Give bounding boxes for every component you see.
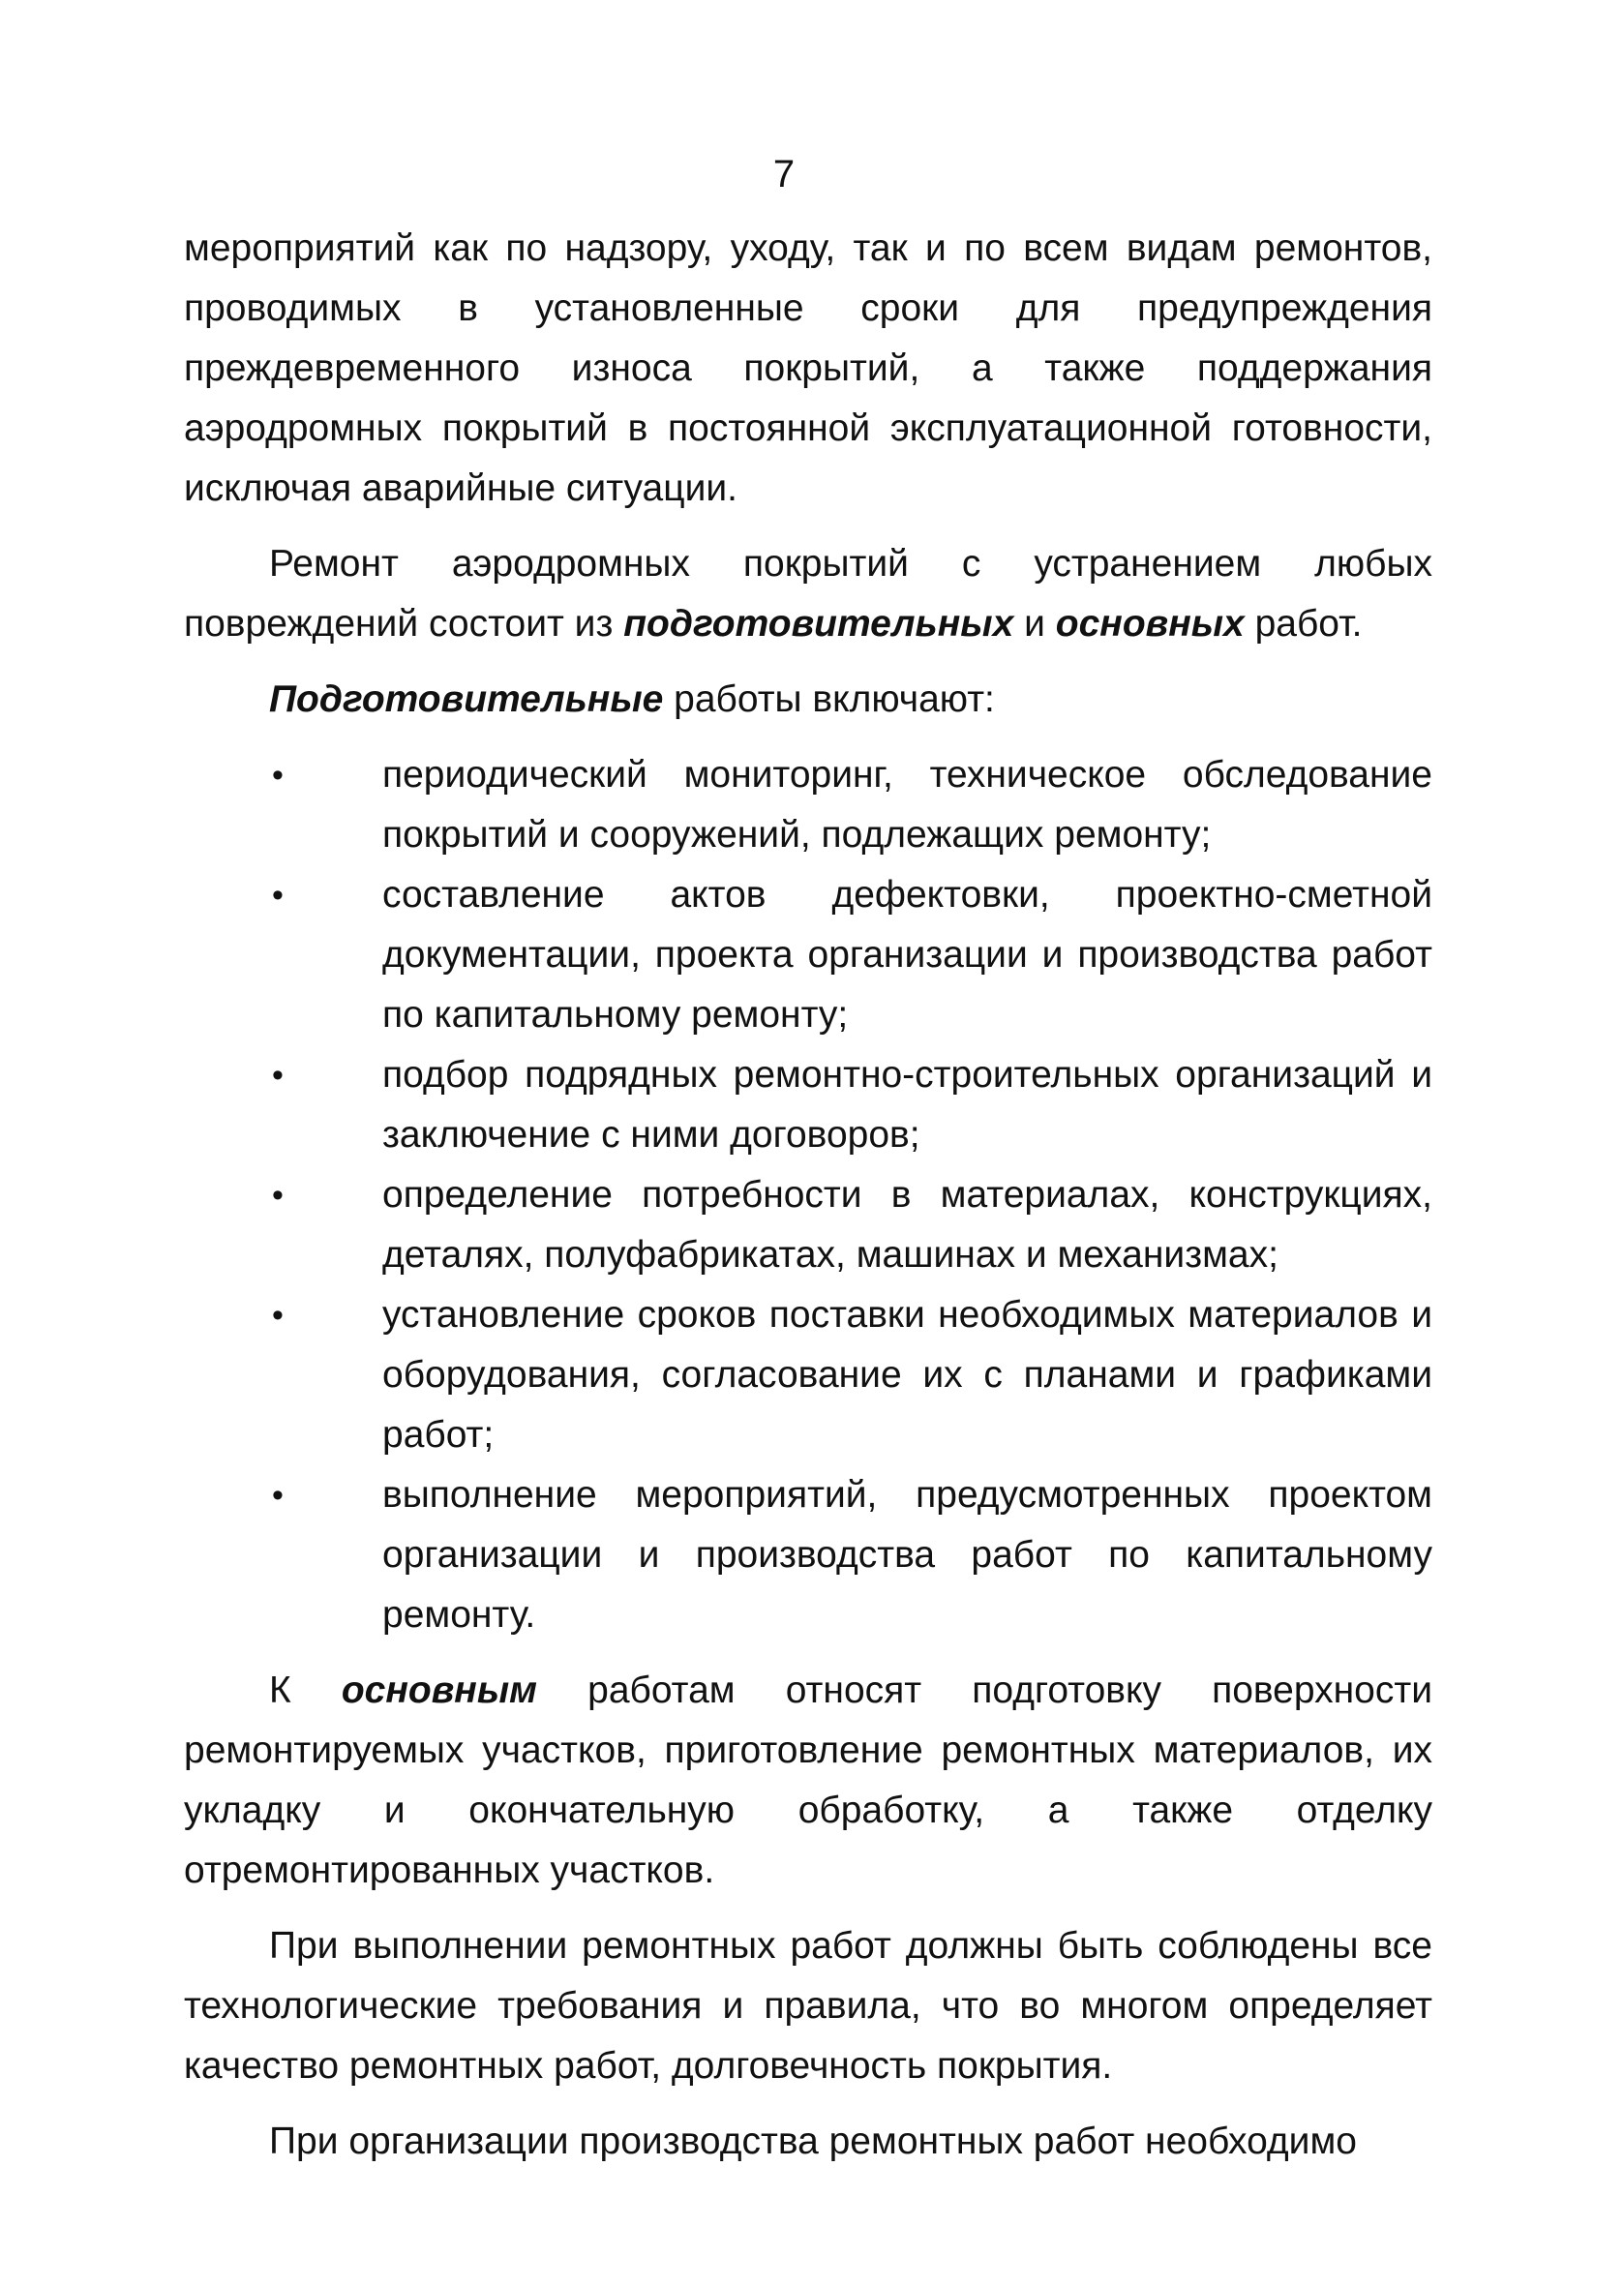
list-item	[184, 1465, 1432, 1645]
bullet-icon: •	[272, 877, 284, 914]
list-item-text: выполнение мероприятий, предусмотренных проектом организации и производства работ по капитальному ремонту.	[382, 1474, 1432, 1636]
text-run: К	[269, 1670, 342, 1711]
paragraph-preparatory-intro	[184, 670, 1432, 730]
emphasis-main: основных	[1055, 603, 1245, 645]
emphasis-preparatory: подготовительных	[623, 603, 1014, 645]
paragraph-main-works	[184, 1661, 1432, 1901]
text-run: работам относят подготовку поверхности ремонтируемых участков, приготовление ремонтных материалов, их укладку и окончательную обработку, а также отделку отремонтированных участков.	[184, 1670, 1432, 1891]
bullet-icon: •	[272, 1297, 284, 1334]
page-number: 7	[772, 153, 796, 196]
text-run: работы включают:	[663, 678, 995, 720]
paragraph-requirements: При выполнении ремонтных работ должны быть соблюдены все технологические требования и правила, что во многом определяет качество ремонтных работ, долговечность покрытия.	[184, 1925, 1432, 2087]
list-item	[184, 745, 1432, 865]
bullet-icon: •	[272, 1057, 284, 1094]
list-item	[184, 1165, 1432, 1285]
list-item-text: определение потребности в материалах, конструкциях, деталях, полуфабрикатах, машинах и механизмах;	[382, 1174, 1432, 1276]
list-item-text: составление актов дефектовки, проектно-сметной документации, проекта организации и производства работ по капитальному ремонту;	[382, 874, 1432, 1036]
paragraph-repair-composition	[184, 534, 1432, 654]
paragraph-organization: При организации производства ремонтных работ необходимо	[269, 2121, 1357, 2162]
emphasis-main-heading: основным	[341, 1670, 538, 1711]
list-item	[184, 1045, 1432, 1165]
text-run: и	[1013, 603, 1056, 645]
list-item-text: периодический мониторинг, техническое обследование покрытий и сооружений, подлежащих ремонту;	[382, 754, 1432, 856]
document-body	[184, 219, 1432, 2187]
list-item-text: установление сроков поставки необходимых материалов и оборудования, согласование их с планами и графиками работ;	[382, 1294, 1432, 1456]
paragraph-continuation: мероприятий как по надзору, уходу, так и по всем видам ремонтов, проводимых в установленные сроки для предупреждения преждевременного износа покрытий, а также поддержания аэродромных покрытий в постоянной эксплуатационной готовности, исключая аварийные ситуации.	[184, 227, 1432, 509]
preparatory-works-list	[184, 745, 1432, 1645]
emphasis-preparatory-heading: Подготовительные	[269, 678, 664, 720]
list-item	[184, 1285, 1432, 1465]
bullet-icon: •	[272, 1477, 284, 1514]
text-run: работ.	[1244, 603, 1363, 645]
list-item	[184, 865, 1432, 1045]
list-item-text: подбор подрядных ремонтно-строительных организаций и заключение с ними договоров;	[382, 1054, 1432, 1156]
text-run: Ремонт аэродромных покрытий с устранением любых повреждений состоит из	[184, 543, 1432, 645]
bullet-icon: •	[272, 1177, 284, 1214]
bullet-icon: •	[272, 757, 284, 794]
